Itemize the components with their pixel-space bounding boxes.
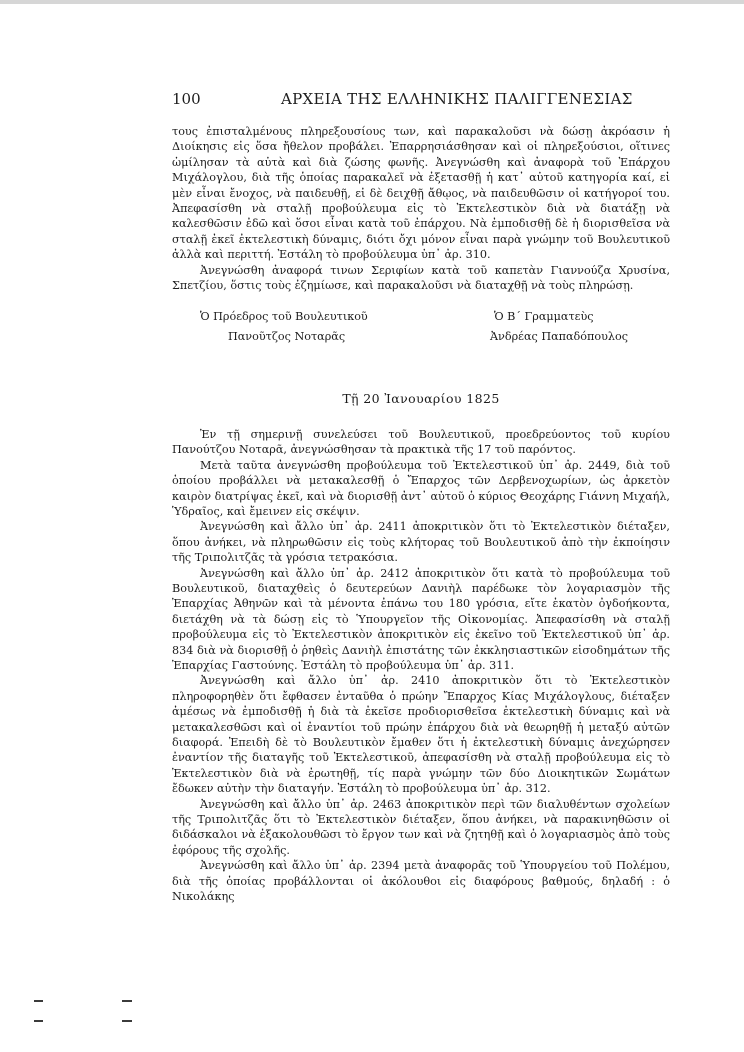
paragraph: Ἀνεγνώσθη καὶ ἄλλο ὑπ᾽ ἀρ. 2463 ἀποκριτικὸν περὶ τῶν διαλυθέντων σχολείων τῆς Τριπολιτζᾶς ὅτι τὸ Ἐκτελεστικὸν διέταξεν, ὅπου ἀνήκει, νὰ παρακινηθῶσιν οἱ διδάσκαλοι νὰ ἐξακολουθῶσι τὸ ἔργον των καὶ νὰ ζητηθῇ καὶ ὁ λογαριασμὸς ἀπὸ τοὺς ἐφόρους τῆς σχολῆς. bbox=[172, 797, 670, 857]
signature-name: Πανοῦτζος Νοταρᾶς bbox=[228, 330, 346, 344]
paragraph: Ἀνεγνώσθη καὶ ἄλλο ὑπ᾽ ἀρ. 2410 ἀποκριτικὸν ὅτι τὸ Ἐκτελεστικὸν πληροφορηθὲν ὅτι ἔφθασεν ἐνταῦθα ὁ πρώην Ἔπαρχος Κίας Μιχάλογλους, διέταξεν ἀμέσως νὰ ἐμποδισθῇ ἡ διὰ τὰ ἐκεῖσε προδιορισθεῖσα ἐκτελεστικὴ δύναμις καὶ νὰ μετακαλεσθῶσι καὶ οἱ ἐναντίοι τοῦ πρώην ἐπάρχου διὰ νὰ θεωρηθῇ ἡ μεταξύ αὐτῶν διαφορά. Ἐπειδὴ δὲ τὸ Βουλευτικὸν ἔμαθεν ὅτι ἡ ἐκτελεστικὴ δύναμις ἀνεχώρησεν ἐναντίον τῆς διαταγῆς τοῦ Ἐκτελεστικοῦ, ἀπεφασίσθη νὰ σταλῇ προβούλευμα εἰς τὸ Ἐκτελεστικὸν διὰ νὰ ἐρωτηθῇ, τίς παρὰ γνώμην τῶν δύο Διοικητικῶν Σωμάτων ἔδωκεν αὐτὴν τὴν διαταγήν. Ἐστάλη τὸ προβούλευμα ὑπ᾽ ἀρ. 312. bbox=[172, 674, 670, 796]
session-date-heading: Τῇ 20 Ἰανουαρίου 1825 bbox=[342, 391, 500, 407]
paragraph: Ἀνεγνώσθη καὶ ἄλλο ὑπ᾽ ἀρ. 2411 ἀποκριτικὸν ὅτι τὸ Ἐκτελεστικὸν διέταξεν, ὅπου ἀνήκει, νὰ πληρωθῶσιν εἰς τοὺς κλήτορας τοῦ Βουλευτικοῦ ἀπὸ τὴν ἐκποίησιν τῆς Τριπολιτζᾶς τὰ γρόσια τετρακόσια. bbox=[172, 520, 670, 565]
paragraph: Ἀνεγνώσθη καὶ ἄλλο ὑπ᾽ ἀρ. 2412 ἀποκριτικὸν ὅτι κατὰ τὸ προβούλευμα τοῦ Βουλευτικοῦ, διαταχθεὶς ὁ δευτερεύων Δανιὴλ παρέδωκε τὸν λογαριασμὸν τῆς Ἐπαρχίας Ἀθηνῶν καὶ τὰ μένοντα ἐπάνω του 180 γρόσια, εἴτε ἑκατὸν ὀγδοήκοντα, διετάχθη νὰ τὰ δώσῃ εἰς τὸ Ὑπουργεῖον τῆς Οἰκονομίας. Ἀπεφασίσθη νὰ σταλῇ προβούλευμα εἰς τὸ Ἐκτελεστικὸν ἀποκριτικὸν εἰς ἐκεῖνο τοῦ Ἐκτελεστικοῦ ὑπ᾽ ἀρ. 834 διὰ νὰ διορισθῇ ὁ ῥηθεὶς Δανιὴλ ἐπιστάτης τῶν ἐκκλησιαστικῶν εἰσοδημάτων τῆς Ἐπαρχίας Γαστούνης. Ἐστάλη τὸ προβούλευμα ὑπ᾽ ἀρ. 311. bbox=[172, 566, 670, 672]
paragraph: Ἐν τῇ σημερινῇ συνελεύσει τοῦ Βουλευτικοῦ, προεδρεύοντος τοῦ κυρίου Πανούτζου Νοταρᾶ, ἀνεγνώσθησαν τὰ πρακτικὰ τῆς 17 τοῦ παρόντος. bbox=[172, 427, 670, 457]
signature-name: Ἀνδρέας Παπαδόπουλος bbox=[489, 330, 628, 344]
running-title: ΑΡΧΕΙΑ ΤΗΣ ΕΛΛΗΝΙΚΗΣ ΠΑΛΙΓΓΕΝΕΣΙΑΣ bbox=[281, 90, 633, 108]
paragraph: τους ἐπισταλμένους πληρεξουσίους των, καὶ παρακαλοῦσι νὰ δώσῃ ἀκρόασιν ἡ Διοίκησις εἰς ὅσα ἤθελον προβάλει. Ἐπαρρησιάσθησαν καὶ οἱ πληρεξούσιοι, οἵτινες ὡμίλησαν τὰ αὐτὰ καὶ διὰ ζώσης φωνῆς. Ἀνεγνώσθη καὶ ἀναφορὰ τοῦ Ἐπάρχου Μιχάλογλου, διὰ τῆς ὁποίας παρακαλεῖ νὰ ἐξετασθῇ ἡ κατ᾽ αὐτοῦ κατηγορία καί, εἰ μὲν εἶναι ἔνοχος, νὰ παιδευθῇ, εἰ δὲ δειχθῇ ἄθῳος, νὰ παιδευθῶσιν οἱ κατήγοροί του. Ἀπεφασίσθη νὰ σταλῇ προβούλευμα εἰς τὸ Ἐκτελεστικὸν διὰ νὰ διατάξῃ νὰ καλεσθῶσιν ἐδῶ καὶ ὅσοι εἶναι κατὰ τοῦ ἐπάρχου. Νὰ ἐμποδισθῇ δὲ ἡ διορισθεῖσα νὰ σταλῇ ἐκεῖ ἐκτελεστικὴ δύναμις, διότι ὄχι μόνον εἶναι παρὰ γνώμην τοῦ Βουλευτικοῦ ἀλλὰ καὶ περιττή. Ἐστάλη τὸ προβούλευμα ὑπ᾽ ἀρ. 310. bbox=[172, 125, 670, 262]
paragraph: Μετὰ ταῦτα ἀνεγνώσθη προβούλευμα τοῦ Ἐκτελεστικοῦ ὑπ᾽ ἀρ. 2449, διὰ τοῦ ὁποίου προβάλλει νὰ μετακαλεσθῇ ὁ Ἔπαρχος τῶν Δερβενοχωρίων, ὡς ἀρκετὸν καιρὸν διατρίψας ἐκεῖ, καὶ νὰ διορισθῇ ἀντ᾽ αὐτοῦ ὁ κύριος Θεοχάρης Γιάννη Μιχαήλ, Ὑδραῖος, καὶ ἔμεινεν εἰς σκέψιν. bbox=[172, 458, 670, 518]
page-header bbox=[172, 90, 700, 112]
president-signature bbox=[172, 307, 368, 347]
margin-mark bbox=[34, 1020, 43, 1022]
paragraph: Ἀνεγνώσθη ἀναφορά τινων Σεριφίων κατὰ τοῦ καπετὰν Γιαννούζα Χρυσίνα, Σπετζίου, ὅστις τοὺς ἐζημίωσε, καὶ παρακαλοῦσι νὰ διαταχθῇ νὰ τοὺς πληρώσῃ. bbox=[172, 263, 670, 293]
margin-mark bbox=[34, 1000, 43, 1002]
margin-mark bbox=[122, 1000, 132, 1002]
page-number: 100 bbox=[172, 90, 201, 108]
paragraph: Ἀνεγνώσθη καὶ ἄλλο ὑπ᾽ ἀρ. 2394 μετὰ ἀναφορᾶς τοῦ Ὑπουργείου τοῦ Πολέμου, διὰ τῆς ὁποίας προβάλλονται οἱ ἀκόλουθοι εἰς διαφόρους βαθμούς, δηλαδή : ὁ Νικολάκης bbox=[172, 859, 670, 904]
signature-block bbox=[172, 307, 670, 347]
body-text bbox=[172, 124, 670, 904]
signature-title: Ὁ Β´ Γραμματεὺς bbox=[493, 310, 594, 324]
scan-edge-shadow bbox=[0, 0, 744, 4]
margin-mark bbox=[122, 1020, 132, 1022]
secretary-signature bbox=[490, 307, 670, 347]
signature-title: Ὁ Πρόεδρος τοῦ Βουλευτικοῦ bbox=[200, 310, 368, 324]
